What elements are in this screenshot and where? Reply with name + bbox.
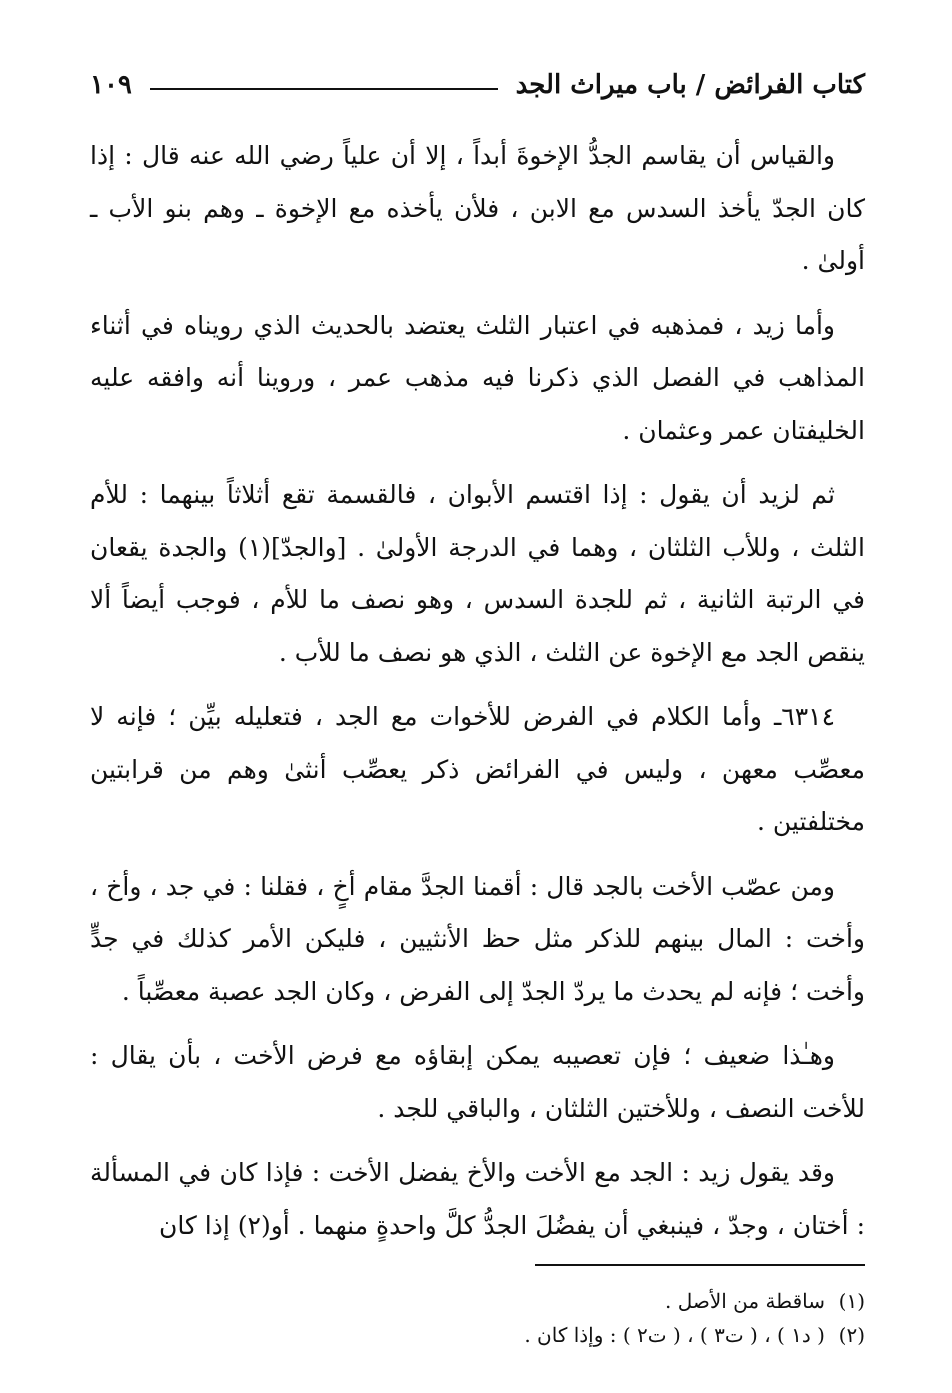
footnote-2 (90, 1318, 865, 1352)
paragraph-zayd-argument: ثم لزيد أن يقول : إذا اقتسم الأبوان ، فالقسمة تقع أثلاثاً بينهما : للأم الثلث ، وللأب الثلثان ، وهما في الدرجة الأولىٰ . [والجدّ](١) والجدة يقعان في الرتبة الثانية ، ثم للجدة السدس ، وهو نصف ما للأم ، فوجب أيضاً ألا ينقص الجد مع الإخوة عن الثلث ، الذي هو نصف ما للأب . (90, 480, 865, 667)
footnote-mark: (١) (838, 1289, 865, 1313)
footnotes (90, 1284, 865, 1352)
paragraph-zayd-says: وقد يقول زيد : الجد مع الأخت والأخ يفضل الأخت : فإذا كان في المسألة : أختان ، وجدّ ، فينبغي أن يفضُلَ الجدُّ كلَّ واحدةٍ منهما . أو(٢) إذا كان (90, 1158, 865, 1240)
book-page (90, 62, 865, 1352)
footnote-1 (90, 1284, 865, 1318)
footnote-mark: (٢) (838, 1323, 865, 1347)
chapter-title: كتاب الفرائض / باب ميراث الجد (515, 70, 865, 100)
footnote-text: ( د١ ) ، ( ت٣ ) ، ( ت٢ ) : وإذا كان . (524, 1323, 825, 1347)
page-number: ١٠٩ (90, 70, 132, 100)
footnote-separator (535, 1264, 865, 1266)
footnote-text: ساقطة من الأصل . (665, 1289, 825, 1313)
running-header (90, 62, 865, 108)
paragraph-taseeb: ومن عصّب الأخت بالجد قال : أقمنا الجدَّ مقام أخٍ ، فقلنا : في جد ، وأخ ، وأخت : المال بينهم للذكر مثل حظ الأنثيين ، فليكن الأمر كذلك في جدٍّ وأخت ؛ فإنه لم يحدث ما يردّ الجدّ إلى الفرض ، وكان الجد عصبة معصِّباً . (90, 871, 865, 1006)
paragraph-weak: وهـٰذا ضعيف ؛ فإن تعصيبه يمكن إبقاؤه مع فرض الأخت ، بأن يقال : للأخت النصف ، وللأختين الثلثان ، والباقي للجد . (90, 1041, 865, 1123)
paragraph-6314: ٦٣١٤ـ وأما الكلام في الفرض للأخوات مع الجد ، فتعليله بيِّن ؛ فإنه لا معصِّب معهن ، وليس في الفرائض ذكر يعصِّب أنثىٰ وهم من قرابتين مختلفتين . (90, 702, 865, 836)
paragraph-zayd-madhhab: وأما زيد ، فمذهبه في اعتبار الثلث يعتضد بالحديث الذي رويناه في أثناء المذاهب في الفصل الذي ذكرنا فيه مذهب عمر ، وروينا أنه وافقه عليه الخليفتان عمر وعثمان . (90, 310, 865, 445)
header-rule (150, 88, 498, 90)
paragraph-qiyas: والقياس أن يقاسم الجدُّ الإخوةَ أبداً ، إلا أن علياً رضي الله عنه قال : إذا كان الجدّ يأخذ السدس مع الابن ، فلأن يأخذه مع الإخوة ـ وهم بنو الأب ـ أولىٰ . (90, 141, 865, 275)
main-text (90, 130, 865, 1252)
